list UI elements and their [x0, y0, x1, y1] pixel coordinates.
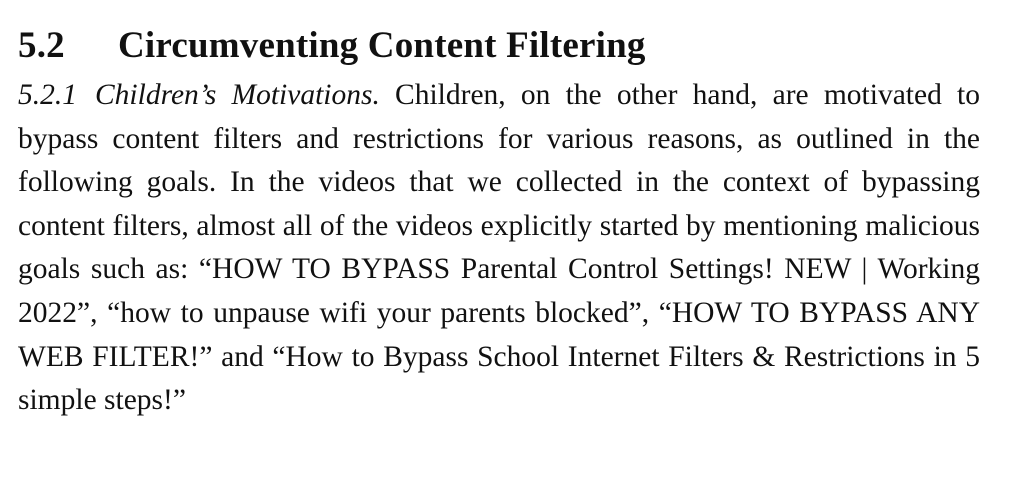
paper-page [18, 22, 980, 423]
section-heading [18, 22, 980, 70]
subsection-number: 5.2.1 [18, 79, 77, 111]
paragraph-body: Children, on the other hand, are motivated to bypass content filters and restrictions for various reasons, as outlined in the following goals. In the videos that we collected in the context of bypassing content filters, almost all of the videos explicitly started by mentioning malicious goals such as: “HOW TO BYPASS Parental Control Settings! NEW | Working 2022”, “how to unpause wifi your parents blocked”, “HOW TO BYPASS ANY WEB FILTER!” and “How to Bypass School Internet Filters & Restrictions in 5 simple steps!” [18, 79, 980, 417]
section-title: Circumventing Content Filtering [118, 25, 646, 66]
subsection-paragraph [18, 74, 980, 423]
subsection-title: Children’s Motivations. [95, 79, 380, 111]
section-number: 5.2 [18, 25, 65, 66]
